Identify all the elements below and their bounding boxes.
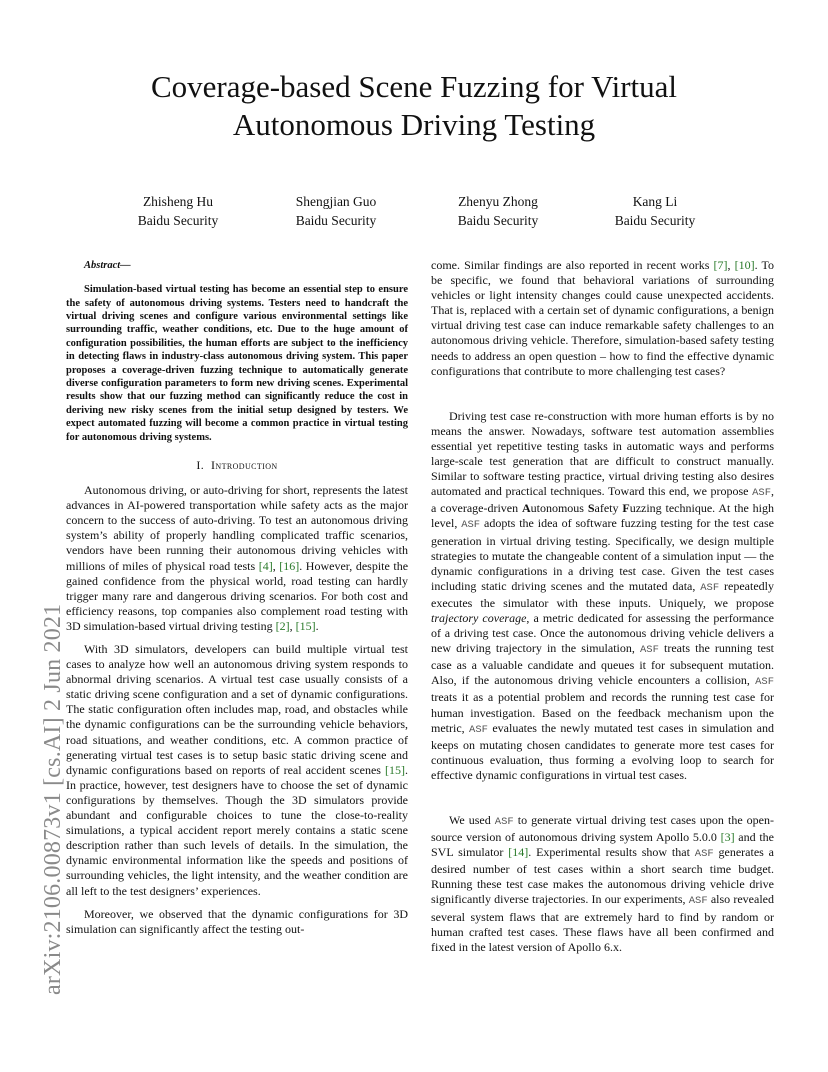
author-3 <box>408 192 588 230</box>
intro-paragraph-1 <box>66 483 408 634</box>
acronym-letter: A <box>521 501 531 516</box>
abstract-label: Abstract— <box>84 260 131 271</box>
text-run: treats it as a potential problem and records the running test case for human investigation. Based on the feedback mechanism upon the metric, <box>431 690 774 735</box>
text-run: also revealed several system flaws that are extremely hard to find by random or human crafted test cases. These flaws have all been confirmed and fixed in the latest version of Apollo 6.x. <box>431 892 774 954</box>
title-line-1: Coverage-based Scene Fuzzing for Virtual <box>150 69 678 104</box>
text-run: uzzing technique. At the high level, <box>431 501 775 531</box>
section-title: Introduction <box>211 457 278 472</box>
title-line-2: Autonomous Driving Testing <box>232 107 596 142</box>
author-affiliation: Baidu Security <box>614 213 696 228</box>
author-affiliation: Baidu Security <box>457 213 539 228</box>
text-run: , <box>289 618 296 633</box>
text-run: evaluates the newly mutated test cases in simulation and keeps on mutating chosen candidates to generate more test cases for continuous evaluation, thus forming a evolving loop to search for effective dynamic configurations in virtual test cases. <box>431 720 775 782</box>
text-run: afety <box>594 501 623 516</box>
paper-title <box>0 68 828 144</box>
asf-name: ASF <box>755 676 774 689</box>
citation-link[interactable]: [14] <box>508 845 529 860</box>
author-affiliation: Baidu Security <box>137 213 219 228</box>
asf-name: ASF <box>752 487 771 500</box>
citation-link[interactable]: [15] <box>295 618 316 633</box>
asf-name: ASF <box>700 581 720 594</box>
author-affiliation: Baidu Security <box>295 213 377 228</box>
text-run: . In practice, however, test designers have to choose the set of dynamic configurations by themselves. Though the 3D simulators provide abundant and configurable choices to tune the close-to-reality simulations, a typical accident report merely contains a static scene description rather than such levels of details. In the simulation, the dynamic environmental information like the speeds and positions of surrounding vehicles, the light intensity, and the weather condition are all left to the test designers’ experiences. <box>66 762 408 898</box>
left-column <box>66 258 408 945</box>
text-run: . Experimental results show that <box>528 845 695 860</box>
section-number: I. <box>196 457 205 472</box>
abstract-text: Simulation-based virtual testing has become an essential step to ensure the safety of autonomous driving systems. Testers need to handcraft the virtual driving scenes and configure various environmental settings like surrounding traffic, weather conditions, etc. Due to the huge amount of configuration possibilities, the human efforts are subject to the inefficiency in detecting flaws in industry-class autonomous driving system. This paper proposes a coverage-driven fuzzing technique to automatically generate diverse configuration parameters to form new driving scenes. Experimental results show that our fuzzing method can significantly reduce the cost in deriving new risky scenes from the initial setup designed by testers. We expect automated fuzzing will become a common practice in virtual testing for autonomous driving systems. <box>66 284 408 443</box>
acronym-letter: F <box>622 501 630 516</box>
text-run: Autonomous driving, or auto-driving for short, represents the latest advances in AI-powered transportation while safety acts as the major concern to the success of auto-driving. To test an autonomous driving system’s ability of properly handling complicated traffic scenarios, vendors have been running their autonomous driving vehicles with millions of miles of physical road tests <box>66 483 408 573</box>
citation-link[interactable]: [4] <box>258 558 273 573</box>
citation-link[interactable]: [16] <box>279 558 300 573</box>
author-4 <box>565 192 745 230</box>
text-run: We used <box>449 813 495 827</box>
text-run: come. Similar findings are also reported in recent works <box>431 258 714 272</box>
citation-link[interactable]: [7] <box>713 258 728 272</box>
text-run: utonomous <box>530 501 588 516</box>
asf-name: ASF <box>494 816 514 828</box>
text-run: . <box>315 618 319 633</box>
arxiv-stamp: arXiv:2106.00873v1 [cs.AI] 2 Jun 2021 <box>40 603 66 995</box>
text-run: , a coverage-driven <box>431 484 774 516</box>
text-run: . To be specific, we found that behavioral variations of surrounding vehicles or light intensity changes could cause unexpected accidents. That is, replaced with a certain set of dynamic configurations, a benign virtual driving test case can induce remarkable safety challenges to an autonomous driving vehicle. Therefore, simulation-based safety testing needs to address an open question – how to find the effective dynamic configurations that contribute to more challenging test cases? <box>431 258 775 378</box>
text-run: and the SVL simulator <box>431 830 774 860</box>
text-run: With 3D simulators, developers can build multiple virtual test cases to analyze how well an autonomous driving system responds to abnormal driving scenarios. A virtual test case usually consists of a static driving scene configuration and a set of dynamic configurations. The static configuration often includes map, road, and obstacles while the dynamic configurations can be the surrounding vehicle behaviors, road situations, and weather conditions, etc. A common practice of generating virtual test cases is to setup basic static driving scene and dynamic configurations based on reports of real accident scenes <box>66 642 408 777</box>
citation-link[interactable]: [15] <box>385 762 405 777</box>
text-run: , <box>272 558 280 573</box>
text-run: treats the running test case as a valuable candidate and queues it for subsequent mutation. Also, if the autonomous driving vehicle encounters a collision, <box>431 641 774 688</box>
text-run: , a metric dedicated for assessing the performance of a driving test case. Once the autonomous driving vehicle delivers a new driving trajectory in the simulation, <box>431 610 774 656</box>
intro-paragraph-2 <box>66 642 408 899</box>
author-name: Shengjian Guo <box>295 194 377 209</box>
asf-name: ASF <box>639 644 659 657</box>
intro-paragraph-6 <box>431 813 774 955</box>
text-run: repeatedly executes the simulator with these inputs. Uniquely, we propose <box>431 578 774 610</box>
acronym-letter: S <box>587 501 595 516</box>
author-1 <box>88 192 268 230</box>
citation-link[interactable]: [3] <box>720 830 735 845</box>
asf-name: ASF <box>461 519 481 532</box>
text-run: . However, despite the gained confidence from the physical world, road testing can hardly trigger many rare and dangerous driving scenarios. For both cost and efficiency reasons, top companies also complement road testing with 3D simulation-based virtual driving testing <box>66 558 409 633</box>
asf-name: ASF <box>688 895 708 908</box>
intro-paragraph-3: Moreover, we observed that the dynamic configurations for 3D simulation can significantly affect the testing out- <box>66 906 408 936</box>
text-run: to generate virtual driving test cases upon the open-source version of autonomous driving system Apollo 5.0.0 <box>431 813 775 845</box>
text-run: adopts the idea of software fuzzing testing for the test case generation in virtual driving testing. Specifically, we design multiple strategies to mutate the changeable content of a simulation input — the dynamic configurations in a driving test case. Given the test cases including static driving scenes and the mutated data, <box>431 516 774 593</box>
asf-name: ASF <box>469 723 488 736</box>
text-run: , <box>727 258 735 272</box>
intro-paragraph-5 <box>431 409 774 783</box>
author-name: Kang Li <box>632 194 678 209</box>
text-run: generates a desired number of test cases within a short search time budget. Running these test case makes the autonomous driving vehicle drive significantly diverse trajectories. In our experiments, <box>431 845 774 907</box>
emphasis: trajectory coverage <box>431 610 527 625</box>
asf-name: ASF <box>694 848 714 861</box>
intro-paragraph-4 <box>431 258 774 379</box>
right-column <box>431 258 774 963</box>
citation-link[interactable]: [10] <box>734 258 755 272</box>
author-2 <box>246 192 426 230</box>
author-name: Zhenyu Zhong <box>458 194 538 209</box>
section-heading <box>66 458 408 473</box>
citation-link[interactable]: [2] <box>275 618 290 633</box>
author-name: Zhisheng Hu <box>142 194 214 209</box>
text-run: Driving test case re-construction with more human efforts is by no means the answer. Nowadays, software test automation assemblies essential yet repetitive testing tasks in automatic ways and performs large-scale test generation that are difficult to construct manually. Similar to software testing practice, virtual driving testing also desires automated and practical techniques. Toward this end, we propose <box>431 408 774 499</box>
